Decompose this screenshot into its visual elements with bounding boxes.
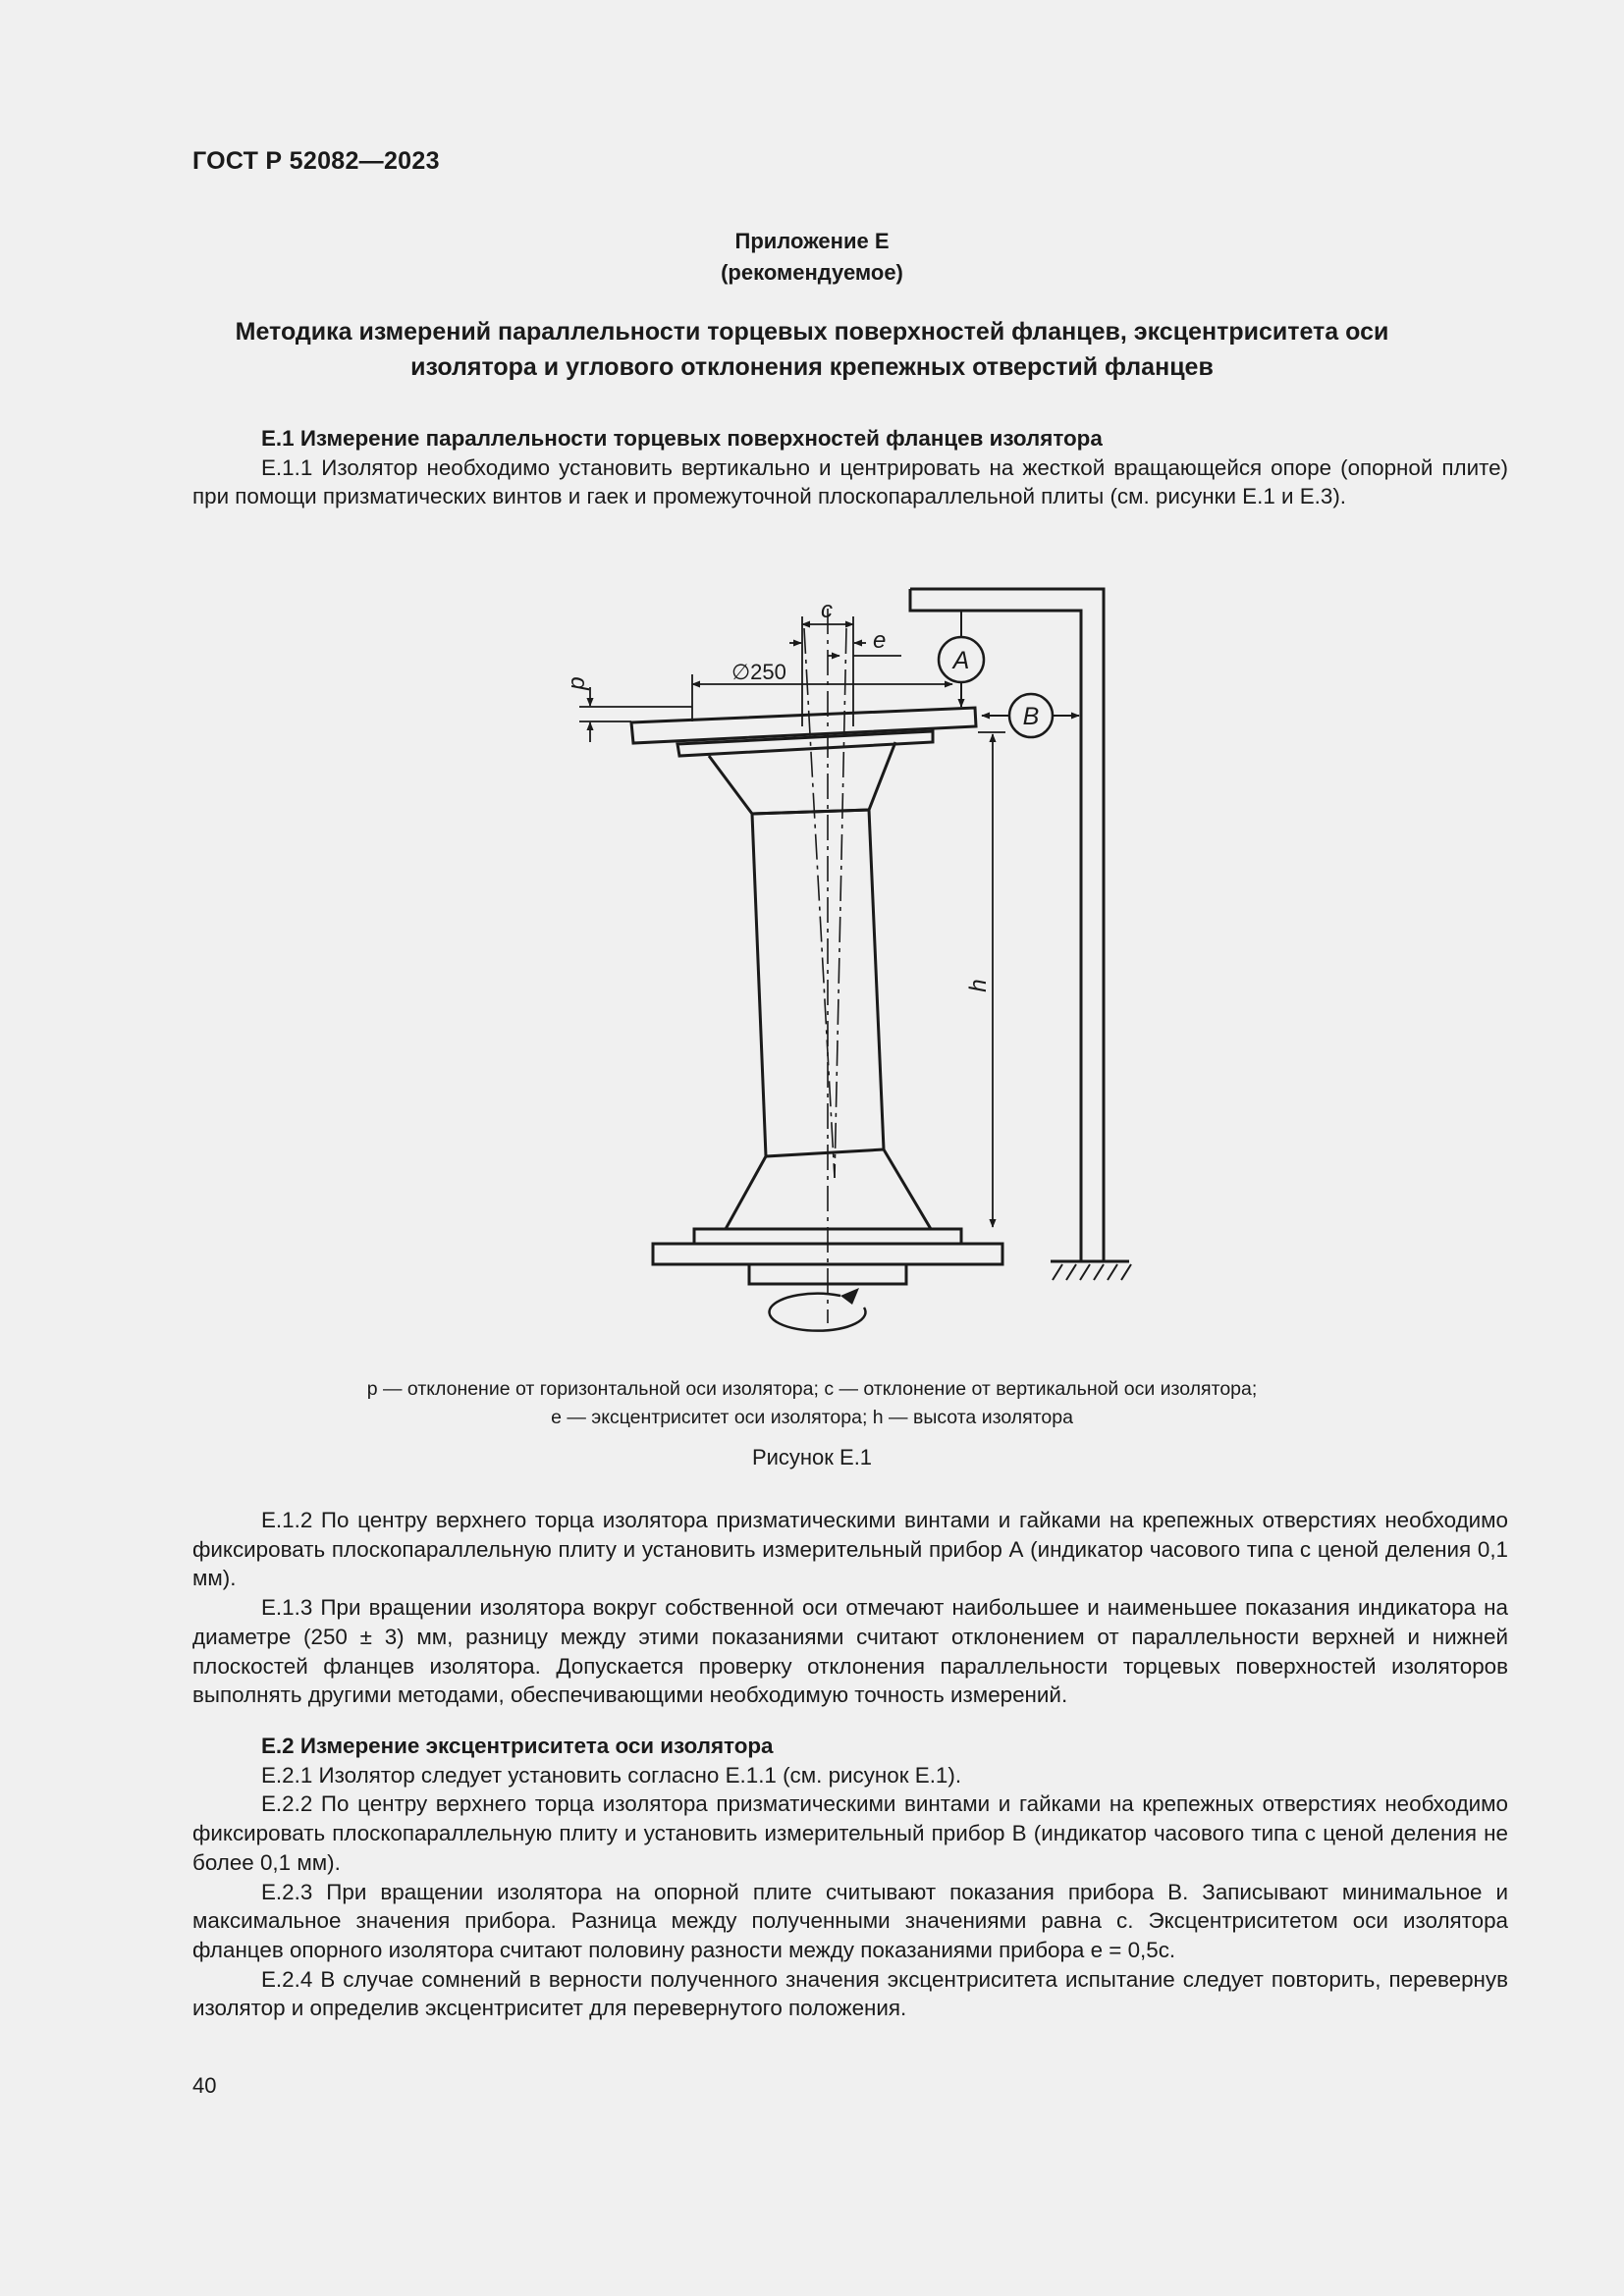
paragraph-e2-1: Е.2.1 Изолятор следует установить согласно Е.1.1 (см. рисунок Е.1). [261,1762,962,1788]
figure-caption: Рисунок Е.1 [751,1445,873,1469]
paragraph-e2-3: Е.2.3 При вращении изолятора на опорной плите считывают показания прибора В. Записывают минимальное и максимальное значения прибора. Разница между полученными значениями равна c. Эксцентриситетом оси изолятора фланцев опорного изолятора считают половину разности между показаниями прибора e = 0,5c. [192,1879,1508,1962]
paragraph-e1-3: Е.1.3 При вращении изолятора вокруг собственной оси отмечают наибольшее и наименьшее показания индикатора на диаметре (250 ± 3) мм, разницу между этими показаниями считают отклонением от параллельности верхней и нижней плоскостей фланцев изолятора. Допускается проверку отклонения параллельности торцевых поверхностей изоляторов выполнять другими методами, обеспечивающими необходимую точность измерений. [192,1595,1508,1708]
paragraph-e2-2: Е.2.2 По центру верхнего торца изолятора призматическими винтами и гайками на крепежных отверстиях необходимо фиксировать плоскопараллельную плиту и установить измерительный прибор В (индикатор часового типа с ценой деления не более 0,1 мм). [192,1791,1508,1875]
paragraph-e2-4: Е.2.4 В случае сомнений в верности полученного значения эксцентриситета испытание следует повторить, перевернув изолятор и определив эксцентриситет для перевернутого положения. [192,1966,1508,2021]
paragraph-e1-1: Е.1.1 Изолятор необходимо установить вертикально и центрировать на жесткой вращающейся опоре (опорной плите) при помощи призматических винтов и гаек и промежуточной плоскопараллельной плиты (см. рисунки Е.1 и Е.3). [192,454,1508,509]
label-diameter: ∅250 [731,660,786,684]
section-e2-heading: Е.2 Измерение эксцентриситета оси изолятора [261,1734,774,1758]
label-e: e [873,627,887,654]
insulator-body [709,742,931,1229]
legend-line-1: p — отклонение от горизонтальной оси изолятора; c — отклонение от вертикальной оси изолятора; [366,1378,1258,1400]
title-line-1: Методика измерений параллельности торцевых поверхностей фланцев, эксцентриситета оси [235,318,1389,346]
section-e1-heading: Е.1 Измерение параллельности торцевых поверхностей фланцев изолятора [261,426,1103,451]
measuring-stand [910,589,1131,1280]
figure-legend [0,1375,1624,1432]
label-b: B [1022,703,1040,730]
document-header: ГОСТ Р 52082—2023 [192,147,440,175]
legend-line-2: e — эксцентриситет оси изолятора; h — высота изолятора [551,1407,1073,1428]
label-c: c [821,597,833,623]
label-a: A [952,647,970,674]
section-e2 [192,1732,1508,2023]
dimension-p [579,687,692,742]
label-p: p [564,676,590,690]
section-e1-continued [192,1506,1508,1710]
page-number: 40 [192,2073,217,2098]
appendix-title: Приложение Е [734,229,890,253]
rotation-arrow-icon [770,1288,866,1331]
label-h: h [965,979,992,992]
title-line-2: изолятора и углового отклонения крепежных отверстий фланцев [410,353,1214,381]
appendix-status: (рекомендуемое) [721,260,903,285]
paragraph-e1-2: Е.1.2 По центру верхнего торца изолятора призматическими винтами и гайками на крепежных отверстиях необходимо фиксировать плоскопараллельную плиту и установить измерительный прибор А (индикатор часового типа с ценой деления 0,1 мм). [192,1508,1508,1591]
